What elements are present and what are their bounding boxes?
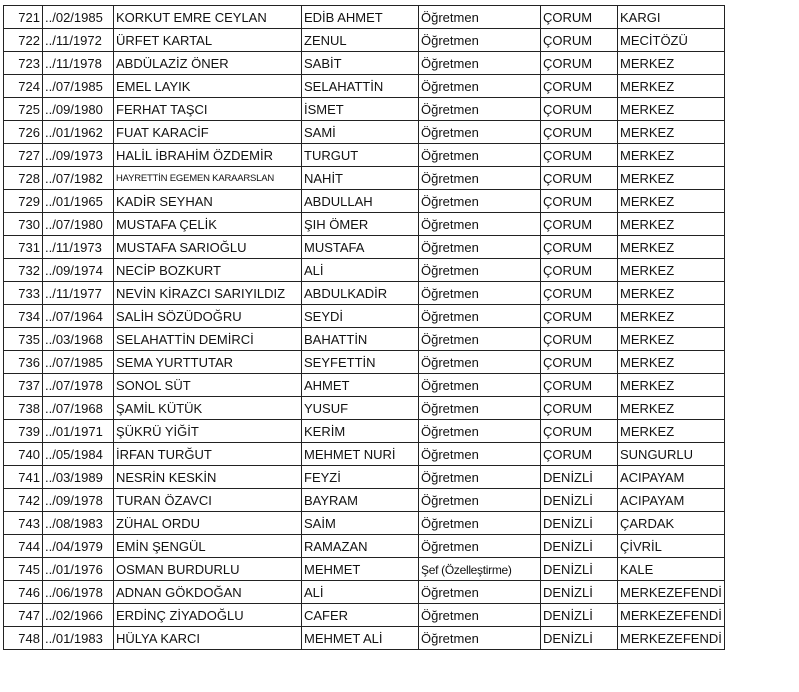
name-cell: EMEL LAYIK	[114, 75, 302, 98]
birth-date-cell: ../04/1979	[43, 535, 114, 558]
province-cell: ÇORUM	[541, 443, 618, 466]
row-number: 736	[4, 351, 43, 374]
row-number: 740	[4, 443, 43, 466]
father-name-cell: ABDULKADİR	[302, 282, 419, 305]
birth-date-cell: ../01/1976	[43, 558, 114, 581]
name-cell: NEVİN KİRAZCI SARIYILDIZ	[114, 282, 302, 305]
name-cell: ERDİNÇ ZİYADOĞLU	[114, 604, 302, 627]
district-cell: MERKEZ	[618, 259, 725, 282]
birth-date-cell: ../07/1964	[43, 305, 114, 328]
father-name-cell: AHMET	[302, 374, 419, 397]
title-cell: Öğretmen	[419, 167, 541, 190]
row-number: 735	[4, 328, 43, 351]
name-cell: ŞÜKRÜ YİĞİT	[114, 420, 302, 443]
row-number: 748	[4, 627, 43, 650]
father-name-cell: NAHİT	[302, 167, 419, 190]
table-row	[4, 604, 725, 627]
father-name-cell: ABDULLAH	[302, 190, 419, 213]
district-cell: MERKEZEFENDİ	[618, 604, 725, 627]
table-row	[4, 627, 725, 650]
title-cell: Öğretmen	[419, 98, 541, 121]
name-cell: FERHAT TAŞCI	[114, 98, 302, 121]
birth-date-cell: ../01/1965	[43, 190, 114, 213]
province-cell: ÇORUM	[541, 305, 618, 328]
birth-date-cell: ../07/1978	[43, 374, 114, 397]
title-cell: Öğretmen	[419, 466, 541, 489]
table-row	[4, 397, 725, 420]
row-number: 733	[4, 282, 43, 305]
district-cell: MERKEZ	[618, 52, 725, 75]
province-cell: ÇORUM	[541, 167, 618, 190]
district-cell: MERKEZ	[618, 121, 725, 144]
name-cell: MUSTAFA SARIOĞLU	[114, 236, 302, 259]
row-number: 731	[4, 236, 43, 259]
province-cell: ÇORUM	[541, 282, 618, 305]
name-cell: ŞAMİL KÜTÜK	[114, 397, 302, 420]
father-name-cell: ALİ	[302, 259, 419, 282]
district-cell: ACIPAYAM	[618, 489, 725, 512]
table-row	[4, 466, 725, 489]
province-cell: ÇORUM	[541, 29, 618, 52]
father-name-cell: MEHMET NURİ	[302, 443, 419, 466]
name-cell: EMİN ŞENGÜL	[114, 535, 302, 558]
title-cell: Şef (Özelleştirme)	[419, 558, 541, 581]
district-cell: MERKEZ	[618, 98, 725, 121]
birth-date-cell: ../07/1985	[43, 351, 114, 374]
district-cell: MERKEZ	[618, 305, 725, 328]
title-cell: Öğretmen	[419, 144, 541, 167]
name-cell: SONOL SÜT	[114, 374, 302, 397]
row-number: 743	[4, 512, 43, 535]
name-cell: NECİP BOZKURT	[114, 259, 302, 282]
name-cell: HALİL İBRAHİM ÖZDEMİR	[114, 144, 302, 167]
table-row	[4, 558, 725, 581]
province-cell: DENİZLİ	[541, 627, 618, 650]
title-cell: Öğretmen	[419, 29, 541, 52]
province-cell: ÇORUM	[541, 190, 618, 213]
row-number: 724	[4, 75, 43, 98]
district-cell: MERKEZ	[618, 144, 725, 167]
name-cell: HAYRETTİN EGEMEN KARAARSLAN	[114, 167, 302, 190]
table-row	[4, 236, 725, 259]
title-cell: Öğretmen	[419, 75, 541, 98]
district-cell: MERKEZ	[618, 75, 725, 98]
title-cell: Öğretmen	[419, 305, 541, 328]
district-cell: MECİTÖZÜ	[618, 29, 725, 52]
title-cell: Öğretmen	[419, 581, 541, 604]
province-cell: DENİZLİ	[541, 535, 618, 558]
birth-date-cell: ../09/1974	[43, 259, 114, 282]
title-cell: Öğretmen	[419, 627, 541, 650]
province-cell: DENİZLİ	[541, 466, 618, 489]
district-cell: ACIPAYAM	[618, 466, 725, 489]
father-name-cell: EDİB AHMET	[302, 6, 419, 29]
table-row	[4, 443, 725, 466]
name-cell: OSMAN BURDURLU	[114, 558, 302, 581]
table-row	[4, 351, 725, 374]
father-name-cell: SEYFETTİN	[302, 351, 419, 374]
father-name-cell: SAMİ	[302, 121, 419, 144]
table-row	[4, 167, 725, 190]
row-number: 729	[4, 190, 43, 213]
title-cell: Öğretmen	[419, 236, 541, 259]
title-cell: Öğretmen	[419, 535, 541, 558]
table-row	[4, 6, 725, 29]
title-cell: Öğretmen	[419, 489, 541, 512]
father-name-cell: RAMAZAN	[302, 535, 419, 558]
birth-date-cell: ../11/1972	[43, 29, 114, 52]
province-cell: ÇORUM	[541, 420, 618, 443]
birth-date-cell: ../01/1983	[43, 627, 114, 650]
province-cell: ÇORUM	[541, 328, 618, 351]
row-number: 722	[4, 29, 43, 52]
province-cell: ÇORUM	[541, 52, 618, 75]
row-number: 723	[4, 52, 43, 75]
table-row	[4, 29, 725, 52]
district-cell: MERKEZ	[618, 397, 725, 420]
name-cell: SALİH SÖZÜDOĞRU	[114, 305, 302, 328]
father-name-cell: SEYDİ	[302, 305, 419, 328]
row-number: 745	[4, 558, 43, 581]
father-name-cell: YUSUF	[302, 397, 419, 420]
row-number: 739	[4, 420, 43, 443]
table-row	[4, 535, 725, 558]
row-number: 732	[4, 259, 43, 282]
birth-date-cell: ../07/1980	[43, 213, 114, 236]
name-cell: HÜLYA KARCI	[114, 627, 302, 650]
name-cell: SELAHATTİN DEMİRCİ	[114, 328, 302, 351]
row-number: 744	[4, 535, 43, 558]
birth-date-cell: ../09/1973	[43, 144, 114, 167]
district-cell: MERKEZEFENDİ	[618, 581, 725, 604]
table-row	[4, 282, 725, 305]
province-cell: ÇORUM	[541, 397, 618, 420]
row-number: 726	[4, 121, 43, 144]
district-cell: MERKEZEFENDİ	[618, 627, 725, 650]
birth-date-cell: ../08/1983	[43, 512, 114, 535]
birth-date-cell: ../06/1978	[43, 581, 114, 604]
birth-date-cell: ../09/1978	[43, 489, 114, 512]
province-cell: DENİZLİ	[541, 489, 618, 512]
personnel-table-body	[4, 6, 725, 650]
title-cell: Öğretmen	[419, 213, 541, 236]
table-row	[4, 52, 725, 75]
row-number: 727	[4, 144, 43, 167]
name-cell: MUSTAFA ÇELİK	[114, 213, 302, 236]
province-cell: DENİZLİ	[541, 512, 618, 535]
title-cell: Öğretmen	[419, 121, 541, 144]
district-cell: MERKEZ	[618, 190, 725, 213]
title-cell: Öğretmen	[419, 351, 541, 374]
district-cell: ÇİVRİL	[618, 535, 725, 558]
title-cell: Öğretmen	[419, 282, 541, 305]
district-cell: KARGI	[618, 6, 725, 29]
table-row	[4, 489, 725, 512]
row-number: 728	[4, 167, 43, 190]
table-row	[4, 374, 725, 397]
birth-date-cell: ../07/1968	[43, 397, 114, 420]
row-number: 721	[4, 6, 43, 29]
district-cell: MERKEZ	[618, 351, 725, 374]
title-cell: Öğretmen	[419, 52, 541, 75]
table-row	[4, 581, 725, 604]
birth-date-cell: ../03/1989	[43, 466, 114, 489]
name-cell: NESRİN KESKİN	[114, 466, 302, 489]
row-number: 725	[4, 98, 43, 121]
province-cell: ÇORUM	[541, 374, 618, 397]
title-cell: Öğretmen	[419, 259, 541, 282]
district-cell: MERKEZ	[618, 167, 725, 190]
birth-date-cell: ../01/1971	[43, 420, 114, 443]
personnel-table	[3, 5, 725, 650]
father-name-cell: CAFER	[302, 604, 419, 627]
province-cell: ÇORUM	[541, 6, 618, 29]
father-name-cell: ŞIH ÖMER	[302, 213, 419, 236]
table-row	[4, 121, 725, 144]
father-name-cell: İSMET	[302, 98, 419, 121]
title-cell: Öğretmen	[419, 420, 541, 443]
district-cell: MERKEZ	[618, 282, 725, 305]
table-row	[4, 420, 725, 443]
table-row	[4, 305, 725, 328]
province-cell: ÇORUM	[541, 75, 618, 98]
district-cell: MERKEZ	[618, 213, 725, 236]
title-cell: Öğretmen	[419, 374, 541, 397]
table-row	[4, 98, 725, 121]
name-cell: KADİR SEYHAN	[114, 190, 302, 213]
birth-date-cell: ../09/1980	[43, 98, 114, 121]
name-cell: ZÜHAL ORDU	[114, 512, 302, 535]
province-cell: ÇORUM	[541, 121, 618, 144]
district-cell: SUNGURLU	[618, 443, 725, 466]
father-name-cell: ALİ	[302, 581, 419, 604]
row-number: 738	[4, 397, 43, 420]
row-number: 737	[4, 374, 43, 397]
name-cell: KORKUT EMRE CEYLAN	[114, 6, 302, 29]
father-name-cell: BAHATTİN	[302, 328, 419, 351]
table-row	[4, 75, 725, 98]
district-cell: KALE	[618, 558, 725, 581]
province-cell: ÇORUM	[541, 98, 618, 121]
province-cell: DENİZLİ	[541, 558, 618, 581]
province-cell: ÇORUM	[541, 213, 618, 236]
district-cell: MERKEZ	[618, 328, 725, 351]
title-cell: Öğretmen	[419, 397, 541, 420]
father-name-cell: MUSTAFA	[302, 236, 419, 259]
district-cell: MERKEZ	[618, 374, 725, 397]
father-name-cell: SABİT	[302, 52, 419, 75]
name-cell: ÜRFET KARTAL	[114, 29, 302, 52]
birth-date-cell: ../02/1966	[43, 604, 114, 627]
table-row	[4, 259, 725, 282]
birth-date-cell: ../11/1978	[43, 52, 114, 75]
title-cell: Öğretmen	[419, 443, 541, 466]
province-cell: ÇORUM	[541, 259, 618, 282]
row-number: 742	[4, 489, 43, 512]
row-number: 734	[4, 305, 43, 328]
father-name-cell: TURGUT	[302, 144, 419, 167]
father-name-cell: FEYZİ	[302, 466, 419, 489]
table-row	[4, 328, 725, 351]
name-cell: FUAT KARACİF	[114, 121, 302, 144]
father-name-cell: SAİM	[302, 512, 419, 535]
birth-date-cell: ../11/1973	[43, 236, 114, 259]
row-number: 730	[4, 213, 43, 236]
birth-date-cell: ../05/1984	[43, 443, 114, 466]
row-number: 747	[4, 604, 43, 627]
birth-date-cell: ../01/1962	[43, 121, 114, 144]
father-name-cell: KERİM	[302, 420, 419, 443]
province-cell: ÇORUM	[541, 351, 618, 374]
birth-date-cell: ../03/1968	[43, 328, 114, 351]
name-cell: TURAN ÖZAVCI	[114, 489, 302, 512]
table-row	[4, 144, 725, 167]
name-cell: SEMA YURTTUTAR	[114, 351, 302, 374]
birth-date-cell: ../07/1982	[43, 167, 114, 190]
title-cell: Öğretmen	[419, 328, 541, 351]
name-cell: ADNAN GÖKDOĞAN	[114, 581, 302, 604]
province-cell: DENİZLİ	[541, 581, 618, 604]
table-row	[4, 190, 725, 213]
district-cell: ÇARDAK	[618, 512, 725, 535]
district-cell: MERKEZ	[618, 420, 725, 443]
table-row	[4, 213, 725, 236]
row-number: 741	[4, 466, 43, 489]
province-cell: ÇORUM	[541, 144, 618, 167]
father-name-cell: ZENUL	[302, 29, 419, 52]
title-cell: Öğretmen	[419, 604, 541, 627]
father-name-cell: SELAHATTİN	[302, 75, 419, 98]
name-cell: ABDÜLAZİZ ÖNER	[114, 52, 302, 75]
birth-date-cell: ../07/1985	[43, 75, 114, 98]
province-cell: DENİZLİ	[541, 604, 618, 627]
row-number: 746	[4, 581, 43, 604]
province-cell: ÇORUM	[541, 236, 618, 259]
title-cell: Öğretmen	[419, 6, 541, 29]
birth-date-cell: ../11/1977	[43, 282, 114, 305]
father-name-cell: BAYRAM	[302, 489, 419, 512]
table-row	[4, 512, 725, 535]
father-name-cell: MEHMET ALİ	[302, 627, 419, 650]
district-cell: MERKEZ	[618, 236, 725, 259]
name-cell: İRFAN TURĞUT	[114, 443, 302, 466]
title-cell: Öğretmen	[419, 190, 541, 213]
birth-date-cell: ../02/1985	[43, 6, 114, 29]
father-name-cell: MEHMET	[302, 558, 419, 581]
title-cell: Öğretmen	[419, 512, 541, 535]
